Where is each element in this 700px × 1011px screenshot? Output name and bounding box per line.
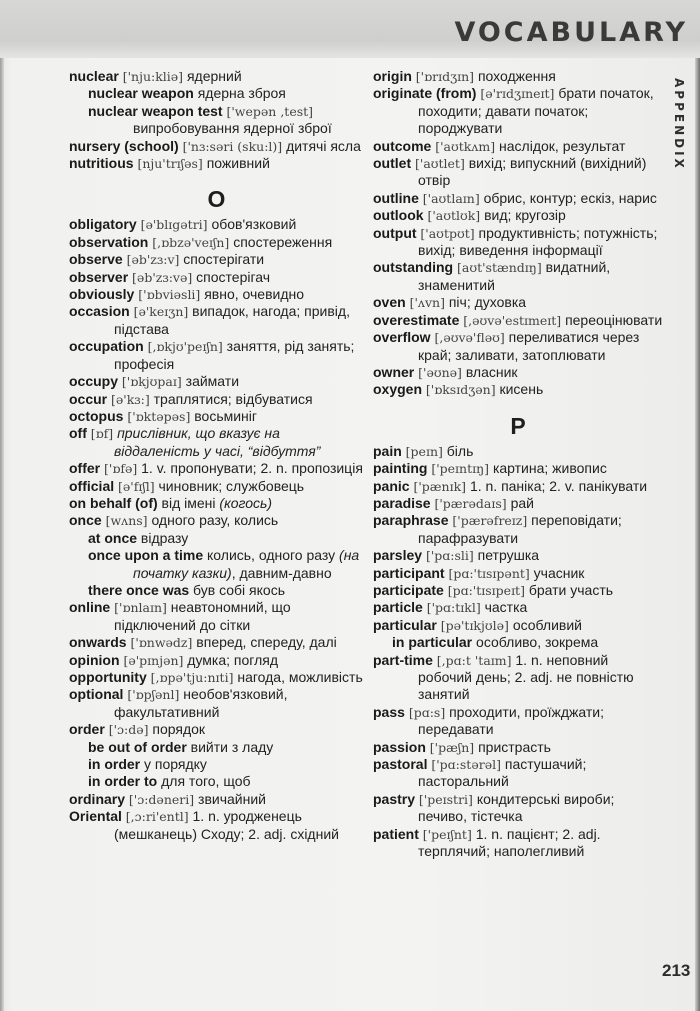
transcription: ['peɪstri] bbox=[418, 791, 473, 807]
headword: octopus bbox=[69, 407, 124, 424]
transcription: [ə'kɜ:] bbox=[111, 391, 150, 407]
transcription: [wʌns] bbox=[105, 513, 148, 529]
headword: part-time bbox=[373, 651, 433, 668]
translation: необов'язковий, факультативний bbox=[114, 686, 288, 720]
entries-o-continued bbox=[373, 68, 663, 399]
translation: власник bbox=[465, 363, 518, 380]
transcription: ['ɒnlaɪn] bbox=[114, 600, 167, 616]
translation: порядок bbox=[152, 721, 206, 738]
headword: oven bbox=[373, 294, 406, 311]
dictionary-entry bbox=[69, 582, 364, 599]
headword: particle bbox=[373, 599, 423, 616]
headword: occur bbox=[69, 390, 108, 407]
translation: петрушка bbox=[477, 547, 540, 564]
headword: owner bbox=[373, 363, 415, 380]
dictionary-entry bbox=[69, 286, 364, 303]
dictionary-entry bbox=[69, 338, 364, 373]
translation: від імені bbox=[161, 494, 216, 511]
headword: off bbox=[69, 425, 87, 442]
transcription: [ə'pɪnjən] bbox=[123, 652, 184, 668]
dictionary-entry bbox=[373, 190, 663, 207]
transcription: ['nɜ:səri (sku:l)] bbox=[182, 138, 283, 154]
translation: траплятися; відбуватися bbox=[153, 390, 313, 407]
headword: nuclear weapon bbox=[88, 85, 194, 102]
translation: явно, очевидно bbox=[204, 286, 305, 303]
right-column bbox=[373, 68, 663, 860]
translation: дитячі ясла bbox=[286, 137, 361, 154]
transcription: [aʊt'stændɪŋ] bbox=[457, 260, 542, 276]
headword: outlook bbox=[373, 207, 424, 224]
translation: у порядку bbox=[144, 756, 207, 773]
dictionary-entry bbox=[69, 68, 364, 85]
headword: nursery (school) bbox=[69, 137, 179, 154]
translation: вийти з ладу bbox=[190, 738, 274, 755]
translation: кисень bbox=[499, 381, 544, 398]
transcription: [,əʊvə'fləʊ] bbox=[434, 330, 505, 346]
transcription: [,ɔ:ri'entl] bbox=[125, 809, 189, 825]
translation: вперед, спереду, далі bbox=[196, 634, 337, 651]
transcription: [,ɒkjʊ'peɪʃn] bbox=[147, 339, 223, 355]
dictionary-entry bbox=[69, 155, 364, 172]
translation: відразу bbox=[140, 529, 189, 546]
transcription: ['pɑ:tɪkl] bbox=[426, 600, 481, 616]
headword: ordinary bbox=[69, 790, 126, 807]
dictionary-entry bbox=[373, 443, 663, 460]
translation: обрис, контур; ескіз, нарис bbox=[483, 189, 657, 206]
headword: obligatory bbox=[69, 216, 137, 233]
headword: painting bbox=[373, 460, 428, 477]
entries-n bbox=[69, 68, 364, 172]
headword: patient bbox=[373, 825, 419, 842]
headword: overflow bbox=[373, 329, 431, 346]
translation: одного разу, колись bbox=[151, 512, 279, 529]
dictionary-entry bbox=[373, 259, 663, 294]
transcription: ['ɔ:dəneri] bbox=[128, 791, 195, 807]
translation: випадок, нагода; привід, підстава bbox=[114, 303, 350, 337]
transcription: [pɑ:'tɪsɪpənt] bbox=[448, 565, 530, 581]
transcription: ['ɔ:də] bbox=[108, 722, 149, 738]
dictionary-entry bbox=[69, 773, 364, 790]
translation: спостерігати bbox=[183, 251, 265, 268]
translation: ядерний bbox=[186, 68, 242, 84]
headword: pain bbox=[373, 442, 402, 459]
dictionary-entry bbox=[69, 530, 364, 547]
translation: видатний, знаменитий bbox=[418, 259, 611, 293]
translation: 1. v. пропонувати; 2. n. пропозиція bbox=[141, 460, 363, 477]
headword: participate bbox=[373, 581, 444, 598]
headword: obviously bbox=[69, 286, 135, 303]
transcription: ['ɒfə] bbox=[104, 461, 138, 477]
headword: once upon a time bbox=[88, 547, 204, 564]
transcription: ['pæʃn] bbox=[429, 739, 475, 755]
dictionary-entry bbox=[373, 791, 663, 826]
left-column bbox=[69, 68, 364, 843]
dictionary-entry bbox=[373, 138, 663, 155]
headword: occasion bbox=[69, 303, 130, 320]
transcription: [əb'zɜ:v] bbox=[126, 252, 180, 268]
headword: be out of order bbox=[88, 738, 187, 755]
translation: пристрасть bbox=[478, 738, 551, 755]
transcription: [ə'fɪʃl] bbox=[118, 478, 155, 494]
transcription: [ɒf] bbox=[90, 426, 114, 442]
headword: observation bbox=[69, 233, 149, 250]
dictionary-entry bbox=[373, 460, 663, 477]
headword: passion bbox=[373, 738, 426, 755]
transcription: ['ɒkjʊpaɪ] bbox=[121, 374, 182, 390]
translation: переливатися через край; заливати, затоплювати bbox=[418, 329, 640, 363]
headword: participant bbox=[373, 564, 445, 581]
headword: there once was bbox=[88, 581, 190, 598]
dictionary-entry bbox=[69, 599, 364, 634]
headword: oxygen bbox=[373, 381, 423, 398]
translation: 1. n. неповний робочий день; 2. adj. не повністю занятий bbox=[418, 651, 634, 703]
dictionary-entry bbox=[69, 478, 364, 495]
translation: нагода, можливість bbox=[237, 669, 363, 685]
translation: учасник bbox=[533, 564, 585, 581]
translation: думка; погляд bbox=[187, 651, 279, 668]
translation: звичайний bbox=[198, 790, 266, 807]
transcription: ['nju:kliə] bbox=[122, 69, 184, 84]
page-number: 213 bbox=[662, 961, 691, 980]
transcription: [pə'tɪkjʊlə] bbox=[440, 617, 509, 633]
transcription: ['ɒnwədz] bbox=[130, 635, 193, 651]
headword: nuclear weapon test bbox=[88, 102, 223, 119]
transcription: ['aʊtlet] bbox=[415, 156, 465, 172]
translation: особливо, зокрема bbox=[476, 634, 599, 651]
headword: origin bbox=[373, 68, 412, 84]
transcription: [peɪn] bbox=[405, 443, 443, 459]
translation: вид; кругозір bbox=[484, 207, 566, 224]
transcription: [ə'keɪʒn] bbox=[133, 304, 189, 320]
translation: спостерігач bbox=[196, 268, 271, 285]
dictionary-entry bbox=[69, 634, 364, 651]
headword: pastry bbox=[373, 790, 416, 807]
transcription: ['aʊtlʊk] bbox=[427, 208, 481, 224]
headword: Oriental bbox=[69, 808, 122, 825]
dictionary-entry bbox=[373, 312, 663, 329]
transcription: ['ɒpʃənl] bbox=[127, 687, 180, 703]
translation: був собі якось bbox=[193, 581, 285, 598]
appendix-side-tab: APPENDIX bbox=[672, 78, 686, 171]
translation: брати участь bbox=[528, 581, 614, 598]
dictionary-entry bbox=[69, 425, 364, 460]
page-title: VOCABULARY bbox=[454, 17, 688, 48]
translation: рай bbox=[510, 494, 534, 511]
dictionary-entry bbox=[69, 808, 364, 843]
dictionary-entry bbox=[373, 294, 663, 311]
headword: nuclear bbox=[69, 68, 119, 84]
headword: occupy bbox=[69, 373, 119, 390]
translation: продуктивність; потужність; вихід; виведення інформації bbox=[418, 224, 658, 259]
transcription: [nju'trɪʃəs] bbox=[137, 156, 203, 172]
dictionary-entry bbox=[69, 460, 364, 477]
dictionary-entry bbox=[69, 138, 364, 155]
headword: outstanding bbox=[373, 259, 454, 276]
transcription: ['aʊtkʌm] bbox=[435, 138, 496, 154]
headword: nutritious bbox=[69, 155, 134, 172]
dictionary-entry bbox=[373, 565, 663, 582]
translation-note: (когось) bbox=[219, 494, 273, 511]
translation: переоцінювати bbox=[565, 311, 663, 328]
dictionary-entry bbox=[373, 225, 663, 260]
headword: output bbox=[373, 224, 417, 241]
transcription: [,pɑ:t 'taɪm] bbox=[436, 652, 512, 668]
transcription: ['pænɪk] bbox=[413, 478, 467, 494]
translation: займати bbox=[185, 373, 240, 390]
headword: onwards bbox=[69, 634, 127, 651]
transcription: ['aʊtlaɪn] bbox=[422, 190, 480, 206]
entries-o bbox=[69, 216, 364, 843]
headword: optional bbox=[69, 686, 124, 703]
transcription: ['wepən ,test] bbox=[226, 103, 314, 119]
translation: біль bbox=[446, 442, 474, 459]
headword: in particular bbox=[392, 634, 473, 651]
transcription: ['pærədaɪs] bbox=[434, 495, 507, 511]
section-letter-o: O bbox=[207, 186, 226, 213]
translation: 1. n. уродженець (мешканець) Сходу; 2. adj. східний bbox=[114, 808, 339, 842]
dictionary-entry bbox=[69, 303, 364, 338]
translation: поживний bbox=[206, 155, 270, 172]
dictionary-entry bbox=[69, 408, 364, 425]
headword: outlet bbox=[373, 155, 412, 172]
transcription: ['pɑ:sli] bbox=[425, 548, 474, 564]
dictionary-entry bbox=[373, 207, 663, 224]
headword: occupation bbox=[69, 338, 144, 355]
translation: походження bbox=[477, 68, 556, 84]
translation: проходити, проїжджати; передавати bbox=[418, 703, 604, 738]
dictionary-entry bbox=[69, 652, 364, 669]
headword: pass bbox=[373, 703, 405, 720]
transcription: ['ɒktəpəs] bbox=[127, 408, 191, 424]
transcription: ['ɒksɪdʒən] bbox=[425, 382, 496, 398]
headword: overestimate bbox=[373, 311, 460, 328]
translation: кондитерські вироби; печиво, тістечка bbox=[418, 790, 615, 825]
dictionary-entry bbox=[373, 547, 663, 564]
dictionary-entry bbox=[373, 329, 663, 364]
dictionary-entry bbox=[373, 617, 663, 634]
translation-note: (на початку казки) bbox=[133, 547, 360, 581]
dictionary-entry bbox=[373, 756, 663, 791]
dictionary-entry bbox=[373, 155, 663, 190]
translation: картина; живопис bbox=[492, 460, 607, 477]
transcription: ['ɒbviəsli] bbox=[138, 287, 201, 303]
translation-note: прислівник, що вказує на віддаленість у часі, “відбуття” bbox=[114, 425, 321, 459]
dictionary-entry bbox=[69, 216, 364, 233]
transcription: [pɑ:s] bbox=[408, 704, 446, 720]
dictionary-entry bbox=[69, 756, 364, 773]
entries-p bbox=[373, 443, 663, 861]
transcription: ['pɑ:stərəl] bbox=[431, 757, 501, 773]
translation: особливий bbox=[512, 616, 582, 633]
translation: ядерна зброя bbox=[197, 85, 286, 102]
dictionary-entry bbox=[373, 599, 663, 616]
dictionary-entry bbox=[69, 686, 364, 721]
dictionary-entry bbox=[69, 669, 364, 686]
dictionary-entry bbox=[69, 512, 364, 529]
headword: order bbox=[69, 721, 105, 738]
translation: неавтономний, що підключений до сітки bbox=[114, 599, 291, 633]
dictionary-entry bbox=[373, 512, 663, 547]
headword: official bbox=[69, 477, 115, 494]
headword: originate (from) bbox=[373, 85, 477, 102]
dictionary-entry bbox=[373, 85, 663, 137]
dictionary-entry bbox=[373, 739, 663, 756]
transcription: ['ʌvn] bbox=[409, 295, 445, 311]
dictionary-entry bbox=[373, 364, 663, 381]
translation: обов'язковий bbox=[211, 216, 297, 233]
translation: 1. n. пацієнт; 2. adj. терплячий; наполегливий bbox=[418, 825, 601, 860]
dictionary-entry bbox=[69, 495, 364, 512]
dictionary-entry bbox=[69, 391, 364, 408]
headword: opinion bbox=[69, 651, 120, 668]
translation: вихід; випускний (вихідний) отвір bbox=[418, 155, 647, 189]
transcription: [pɑ:'tɪsɪpeɪt] bbox=[447, 582, 525, 598]
dictionary-entry bbox=[69, 269, 364, 286]
page-binding-edge bbox=[0, 0, 4, 1011]
transcription: [ə'rɪdʒɪneɪt] bbox=[480, 86, 555, 102]
headword: pastoral bbox=[373, 756, 428, 773]
translation: восьминіг bbox=[194, 407, 258, 424]
dictionary-entry bbox=[69, 234, 364, 251]
translation: спостереження bbox=[233, 233, 333, 250]
translation: наслідок, результат bbox=[499, 137, 626, 154]
headword: particular bbox=[373, 616, 437, 633]
dictionary-entry bbox=[69, 103, 364, 138]
dictionary-entry bbox=[69, 251, 364, 268]
transcription: [,ɒpə'tju:nɪti] bbox=[150, 670, 234, 685]
transcription: ['peɪntɪŋ] bbox=[431, 461, 490, 477]
transcription: [ə'blɪgətri] bbox=[140, 217, 208, 233]
section-letter-p: P bbox=[510, 412, 526, 439]
transcription: ['əʊnə] bbox=[418, 364, 462, 380]
transcription: ['pærəfreɪz] bbox=[452, 513, 528, 529]
dictionary-entry bbox=[69, 373, 364, 390]
dictionary-entry bbox=[373, 634, 663, 651]
translation: чиновник; службовець bbox=[158, 477, 305, 494]
header-band bbox=[0, 0, 700, 58]
translation: випробовування ядерної зброї bbox=[133, 120, 332, 137]
headword: observer bbox=[69, 268, 129, 285]
translation: пастушачий; пасторальний bbox=[418, 756, 587, 790]
dictionary-entry bbox=[69, 85, 364, 102]
dictionary-entry bbox=[69, 721, 364, 738]
dictionary-entry bbox=[373, 704, 663, 739]
translation: піч; духовка bbox=[448, 294, 527, 311]
dictionary-entry bbox=[69, 547, 364, 582]
headword: outline bbox=[373, 189, 419, 206]
headword: online bbox=[69, 599, 111, 616]
translation-continued: , давним-давно bbox=[231, 564, 332, 581]
page-thumb-edge bbox=[695, 0, 700, 1011]
headword: in order bbox=[88, 756, 141, 773]
dictionary-entry bbox=[373, 652, 663, 704]
transcription: [,əʊvə'estɪmeɪt] bbox=[463, 312, 562, 328]
dictionary-entry bbox=[373, 478, 663, 495]
headword: offer bbox=[69, 460, 101, 477]
translation: для того, щоб bbox=[161, 773, 251, 790]
dictionary-entry bbox=[373, 381, 663, 398]
headword: in order to bbox=[88, 773, 158, 790]
headword: on behalf (of) bbox=[69, 494, 158, 511]
translation: частка bbox=[484, 599, 528, 616]
headword: panic bbox=[373, 477, 410, 494]
transcription: ['peɪʃnt] bbox=[422, 826, 472, 842]
headword: paraphrase bbox=[373, 512, 449, 529]
dictionary-entry bbox=[69, 791, 364, 808]
headword: opportunity bbox=[69, 669, 147, 685]
transcription: [əb'zɜ:və] bbox=[132, 269, 193, 285]
dictionary-entry bbox=[373, 582, 663, 599]
translation: переповідати; парафразувати bbox=[418, 512, 622, 546]
translation: 1. n. паніка; 2. v. панікувати bbox=[469, 477, 648, 494]
headword: observe bbox=[69, 251, 123, 268]
headword: outcome bbox=[373, 137, 432, 154]
headword: at once bbox=[88, 529, 138, 546]
dictionary-entry bbox=[373, 68, 663, 85]
headword: once bbox=[69, 512, 102, 529]
dictionary-entry bbox=[373, 826, 663, 861]
transcription: [,ɒbzə'veɪʃn] bbox=[152, 234, 230, 250]
transcription: ['ɒrɪdʒɪn] bbox=[415, 69, 475, 84]
dictionary-entry bbox=[69, 739, 364, 756]
translation: брати початок, походити; давати початок; породжувати bbox=[418, 85, 654, 137]
dictionary-entry bbox=[373, 495, 663, 512]
translation: колись, одного разу bbox=[207, 547, 336, 564]
translation: заняття, рід занять; професія bbox=[114, 338, 355, 372]
transcription: ['aʊtpʊt] bbox=[420, 225, 475, 241]
headword: paradise bbox=[373, 494, 431, 511]
headword: parsley bbox=[373, 547, 423, 564]
